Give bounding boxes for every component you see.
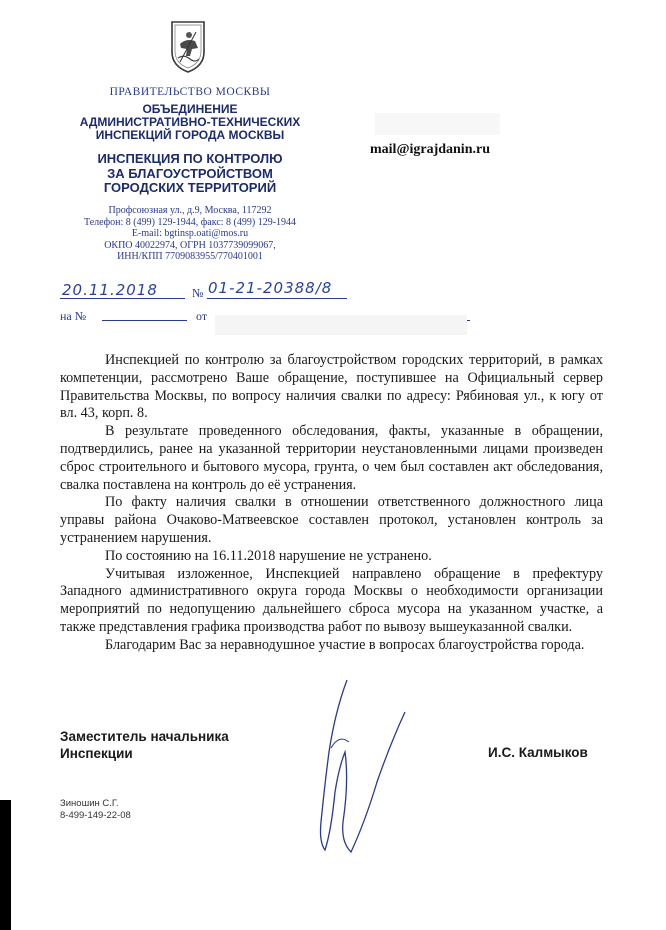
body-paragraph: По состоянию на 16.11.2018 нарушение не устранено. bbox=[105, 547, 432, 564]
number-underline bbox=[207, 298, 347, 299]
reference-number-label: на № bbox=[60, 309, 87, 323]
body-paragraph: Инспекцией по контролю за благоустройством городских территорий, в рамках компетенции, рассмотрено Ваше обращение, поступившее на Официальный сервер Правительства Москвы, по вопросу наличия свалки по адресу: Рябиновая ул., к югу от вл. 43, корп. 8. bbox=[60, 352, 603, 422]
executor-info bbox=[60, 798, 131, 822]
signatory-title-line: Заместитель начальника bbox=[60, 729, 229, 744]
contact-details bbox=[50, 205, 330, 263]
body-paragraph: В результате проведенного обследования, факты, указанные в обращении, подтвердились, ранее на указанной территории неустановленными лицами произведен сброс строительного и бытового мусора, грунта, о чем был составлен акт обследования, свалка поставлена на контроль до её устранения. bbox=[60, 423, 603, 493]
date-underline bbox=[60, 298, 185, 299]
inspection-line: ЗА БЛАГОУСТРОЙСТВОМ bbox=[107, 165, 273, 181]
handwritten-signature bbox=[305, 672, 435, 862]
letter-body bbox=[60, 352, 603, 655]
association-line: ОБЪЕДИНЕНИЕ bbox=[142, 102, 238, 116]
signatory-title-line: Инспекции bbox=[60, 746, 133, 761]
association-name bbox=[60, 103, 320, 142]
body-paragraph: По факту наличия свалки в отношении ответственного должностного лица управы района Очаково-Матвеевское составлен протокол, установлен контроль за устранением нарушения. bbox=[60, 494, 603, 546]
signatory-name: И.С. Калмыков bbox=[488, 745, 588, 760]
body-paragraph: Благодарим Вас за неравнодушное участие в вопросах благоустройства города. bbox=[105, 636, 585, 653]
scan-edge-bar bbox=[0, 800, 11, 930]
moscow-coat-of-arms-icon bbox=[168, 18, 208, 74]
contact-line: E-mail: bgtinsp.oati@mos.ru bbox=[131, 228, 249, 239]
body-paragraph: Учитывая изложенное, Инспекцией направлено обращение в префектуру Западного административного округа города Москвы о необходимости организации мероприятий по недопущению дальнейшего сброса мусора на указанном участке, а также представления графика производства работ по вывозу вышеуказанной свалки. bbox=[60, 565, 603, 635]
association-line: ИНСПЕКЦИЙ ГОРОДА МОСКВЫ bbox=[95, 128, 285, 142]
reference-date-label: от bbox=[196, 309, 208, 323]
signatory-title bbox=[60, 728, 229, 762]
redaction-box bbox=[375, 113, 500, 135]
handwritten-date: 20.11.2018 bbox=[62, 281, 158, 299]
contact-line: Профсоюзная ул., д.9, Москва, 117292 bbox=[108, 205, 272, 216]
inspection-name bbox=[60, 152, 320, 196]
executor-phone: 8-499-149-22-08 bbox=[60, 810, 131, 821]
redaction-box bbox=[215, 315, 467, 335]
inspection-line: ГОРОДСКИХ ТЕРРИТОРИЙ bbox=[103, 180, 277, 195]
contact-line: ОКПО 40022974, ОГРН 1037739099067, bbox=[104, 239, 276, 251]
inspection-line: ИНСПЕКЦИЯ ПО КОНТРОЛЮ bbox=[97, 151, 283, 166]
contact-line: Телефон: 8 (499) 129-1944, факс: 8 (499) 129-1944 bbox=[83, 216, 297, 228]
association-line: АДМИНИСТРАТИВНО-ТЕХНИЧЕСКИХ bbox=[79, 115, 301, 129]
handwritten-number: 01-21-20388/8 bbox=[208, 279, 333, 297]
number-label: № bbox=[192, 286, 204, 300]
reference-number-underline bbox=[102, 320, 187, 321]
executor-name: Зиношин С.Г. bbox=[60, 798, 119, 809]
recipient-email: mail@igrajdanin.ru bbox=[370, 142, 490, 157]
contact-line: ИНН/КПП 7709083955/770401001 bbox=[117, 251, 263, 262]
government-name: ПРАВИТЕЛЬСТВО МОСКВЫ bbox=[109, 86, 271, 98]
